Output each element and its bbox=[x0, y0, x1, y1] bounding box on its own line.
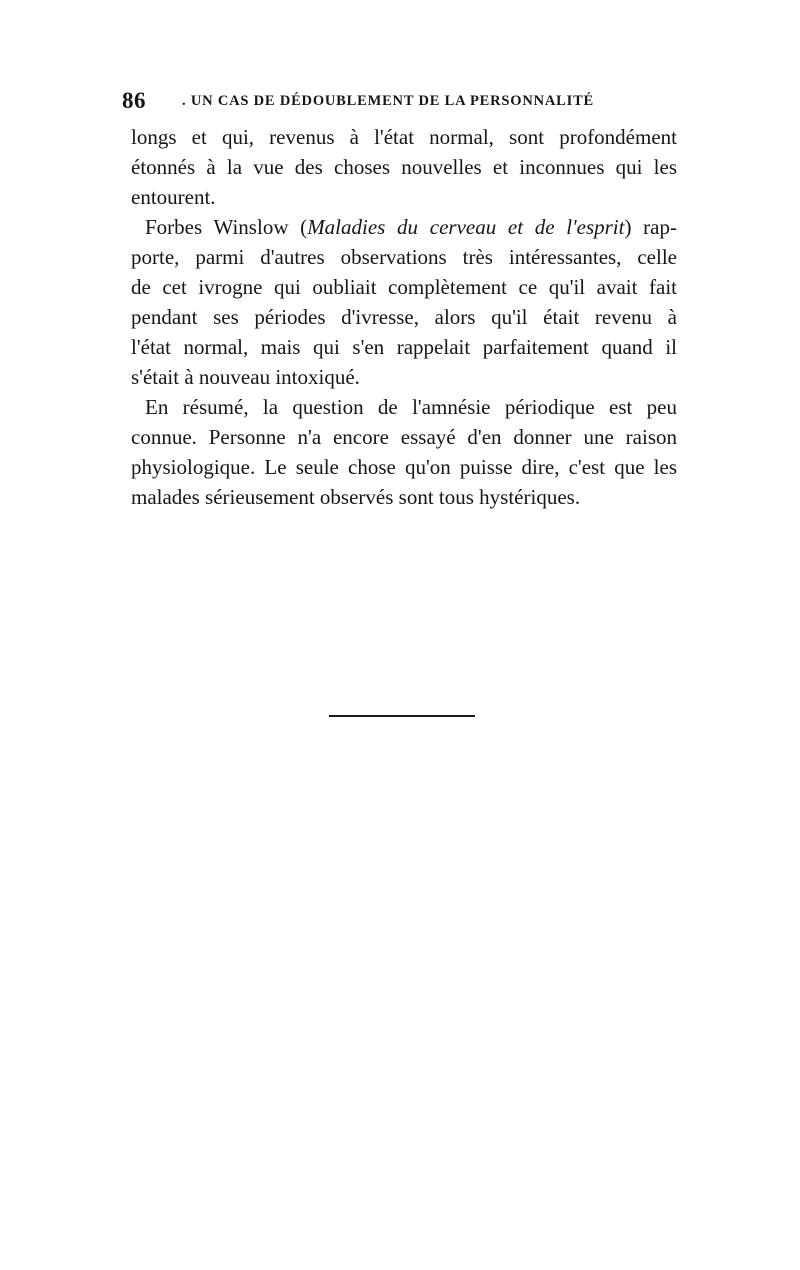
text-line: l'état normal, mais qui s'en rappelait parfaitement quand il bbox=[131, 335, 677, 359]
author-name: Forbes Winslow ( bbox=[145, 215, 308, 239]
text-line: porte, parmi d'autres observations très intéressantes, celle bbox=[131, 245, 677, 269]
text-line: s'était à nouveau intoxiqué. bbox=[131, 365, 360, 389]
text-line: étonnés à la vue des choses nouvelles et inconnues qui les bbox=[131, 155, 677, 179]
text-line: entourent. bbox=[131, 185, 216, 209]
text-line: malades sérieusement observés sont tous hystériques. bbox=[131, 485, 581, 509]
paragraph-continuation: ) rap- bbox=[624, 215, 677, 239]
running-title: . UN CAS DE DÉDOUBLEMENT DE LA PERSONNALITÉ bbox=[182, 93, 595, 109]
text-line: pendant ses périodes d'ivresse, alors qu'il était revenu à bbox=[131, 305, 677, 329]
body-text bbox=[131, 122, 677, 512]
page-header bbox=[122, 88, 682, 118]
text-line: longs et qui, revenus à l'état normal, sont profondément bbox=[131, 125, 677, 149]
book-title: Maladies du cerveau et de l'esprit bbox=[307, 215, 625, 239]
paragraph-start-line bbox=[131, 212, 677, 242]
text-line: de cet ivrogne qui oubliait complètement ce qu'il avait fait bbox=[131, 275, 677, 299]
text-line: connue. Personne n'a encore essayé d'en donner une raison bbox=[131, 425, 677, 449]
paragraph-start-line: En résumé, la question de l'amnésie périodique est peu bbox=[145, 395, 677, 419]
section-divider-rule bbox=[329, 715, 475, 717]
page-number: 86 bbox=[122, 88, 146, 113]
text-line: physiologique. Le seule chose qu'on puisse dire, c'est que les bbox=[131, 455, 677, 479]
